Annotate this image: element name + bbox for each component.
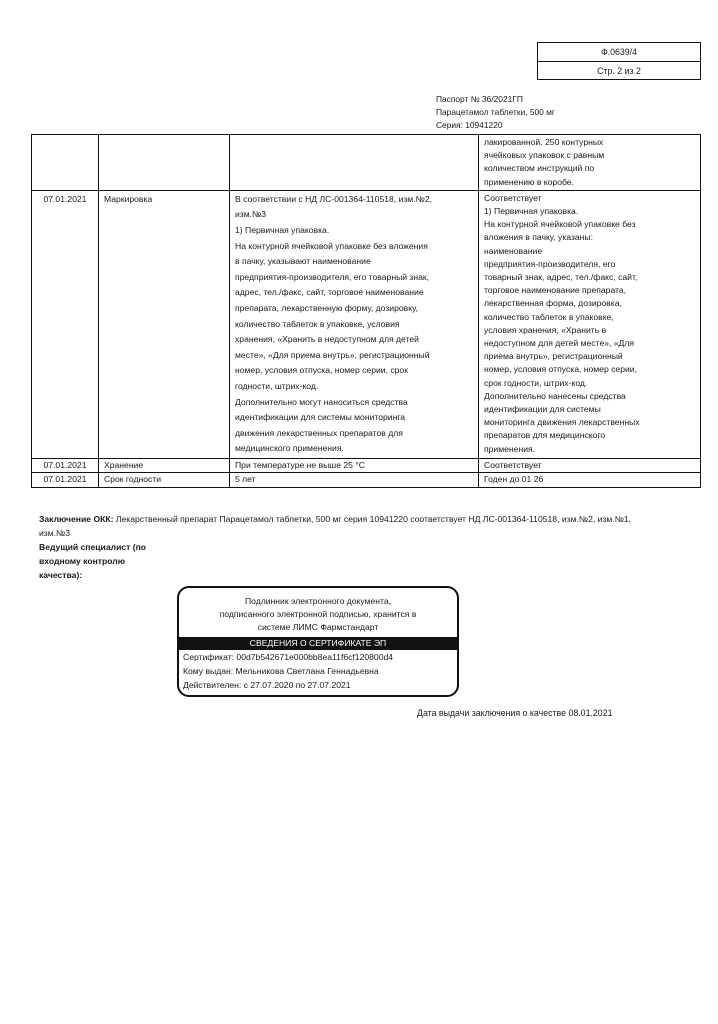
- result-line: Соответствует: [484, 459, 542, 470]
- requirement-line: препарата, лекарственную форму, дозировку,: [235, 302, 418, 313]
- result-line: номер, условия отпуска, номер серии,: [484, 364, 637, 375]
- requirement-line: Дополнительно могут наноситься средства: [235, 396, 408, 407]
- product-name: Парацетамол таблетки, 500 мг: [436, 107, 555, 117]
- result-line: 1) Первичная упаковка.: [484, 206, 579, 217]
- table-row: [32, 458, 701, 473]
- result-line: На контурной ячейковой упаковке без: [484, 219, 636, 230]
- cell-date: 07.01.2021: [32, 473, 99, 488]
- table-row: [32, 190, 701, 458]
- result-line: препаратов для медицинского: [484, 430, 606, 441]
- requirement-line: в пачку, указывают наименование: [235, 256, 371, 267]
- requirement-line: номер, условия отпуска, номер серии, срок: [235, 365, 408, 376]
- requirement-line: движения лекарственных препаратов для: [235, 427, 403, 438]
- cell-parameter: Хранение: [99, 458, 230, 473]
- conclusion-label: Заключение ОКК:: [39, 514, 114, 524]
- result-line: лакированной. 250 контурных: [484, 137, 604, 147]
- result-line: наименование: [484, 245, 543, 256]
- certificate-validity: Действителен: с 27.07.2020 по 27.07.2021: [183, 680, 351, 690]
- certificate-id: Сертификат: 00d7b542671e000bb8ea11f6cf120800d4: [183, 652, 394, 662]
- result-line: мониторинга движения лекарственных: [484, 417, 640, 428]
- requirement-line: хранения, «Хранить в недоступном для детей: [235, 334, 419, 345]
- result-line: торговое наименование препарата,: [484, 285, 627, 296]
- specialist-line-2: входному контролю: [39, 556, 126, 566]
- cell-date: [32, 135, 99, 191]
- page-number: Стр. 2 из 2: [597, 66, 641, 76]
- result-line: ячейковых упаковок с равным: [484, 150, 605, 161]
- cell-parameter: Маркировка: [99, 190, 230, 458]
- stamp-line: системе ЛИМС Фармстандарт: [257, 622, 379, 632]
- result-line: Соответствует: [484, 192, 542, 203]
- cell-requirement: [230, 190, 479, 458]
- cell-date: 07.01.2021: [32, 190, 99, 458]
- requirement-line: предприятия-производителя, его товарный знак,: [235, 271, 430, 282]
- table-row: [32, 473, 701, 488]
- requirement-line: годности, штрих-код.: [235, 380, 319, 391]
- cell-result: [479, 190, 701, 458]
- form-code-box: [537, 42, 701, 80]
- result-line: количеством инструкций по: [484, 163, 595, 174]
- cell-parameter: Срок годности: [99, 473, 230, 488]
- cell-result: [479, 458, 701, 473]
- issue-date: Дата выдачи заключения о качестве 08.01.2021: [417, 708, 613, 718]
- electronic-signature-stamp: [177, 586, 459, 697]
- cell-requirement: [230, 458, 479, 473]
- conclusion-text: Лекарственный препарат Парацетамол таблетки, 500 мг серия 10941220 соответствует НД ЛС-001364-110518, изм.№2, изм.№1, изм.№3: [39, 514, 632, 538]
- cell-result: [479, 135, 701, 191]
- specialist-line-1: Ведущий специалист (по: [39, 542, 147, 552]
- result-line: идентификации для системы: [484, 404, 601, 415]
- result-line: Дополнительно нанесены средства: [484, 390, 626, 401]
- requirement-line: В соответствии с НД ЛС-001364-110518, изм.№2,: [235, 193, 432, 204]
- result-line: условия хранения, «Хранить в: [484, 324, 607, 335]
- requirement-line: количество таблеток в упаковке, условия: [235, 318, 400, 329]
- stamp-line: подписанного электронной подписью, хранится в: [219, 609, 417, 619]
- cell-requirement: [230, 473, 479, 488]
- result-line: применения.: [484, 443, 536, 454]
- certificate-owner: Кому выдан: Мельникова Светлана Геннадьевна: [183, 666, 379, 676]
- conclusion: [39, 512, 639, 582]
- requirement-line: При температуре не выше 25 °С: [235, 459, 365, 470]
- result-line: предприятия-производителя, его: [484, 258, 616, 269]
- cell-date: 07.01.2021: [32, 458, 99, 473]
- result-line: приема внутрь», регистрационный: [484, 351, 623, 362]
- result-line: Годен до 01 26: [484, 474, 544, 485]
- form-code: Ф.0639/4: [538, 43, 700, 62]
- result-line: количество таблеток в упаковке,: [484, 311, 614, 322]
- result-line: товарный знак, адрес, тел./факс, сайт,: [484, 272, 638, 283]
- requirement-line: На контурной ячейковой упаковке без вложения: [235, 240, 428, 251]
- test-results-table: [31, 134, 701, 488]
- result-line: недоступном для детей месте», «Для: [484, 338, 635, 349]
- specialist-line-3: качества):: [39, 570, 83, 580]
- cell-parameter: [99, 135, 230, 191]
- passport-number: Паспорт № 36/2021ГП: [436, 94, 523, 104]
- series-number: Серия: 10941220: [436, 120, 503, 130]
- stamp-line: Подлинник электронного документа,: [244, 596, 392, 606]
- table-row: [32, 135, 701, 191]
- result-line: лекарственная форма, дозировка,: [484, 298, 622, 309]
- requirement-line: месте», «Для приема внутрь», регистрационный: [235, 349, 430, 360]
- requirement-line: изм.№3: [235, 209, 267, 220]
- result-line: срок годности, штрих-код.: [484, 377, 588, 388]
- requirement-line: 5 лет: [235, 474, 256, 485]
- cell-result: [479, 473, 701, 488]
- requirement-line: медицинского применения.: [235, 443, 344, 454]
- result-line: вложения в пачку, указаны:: [484, 232, 593, 243]
- requirement-line: идентификации для системы мониторинга: [235, 412, 406, 423]
- cell-requirement: [230, 135, 479, 191]
- requirement-line: 1) Первичная упаковка.: [235, 225, 330, 235]
- result-line: применению в коробе.: [484, 176, 574, 187]
- stamp-band: СВЕДЕНИЯ О СЕРТИФИКАТЕ ЭП: [179, 637, 457, 650]
- requirement-line: адрес, тел./факс, сайт, торговое наименование: [235, 287, 424, 298]
